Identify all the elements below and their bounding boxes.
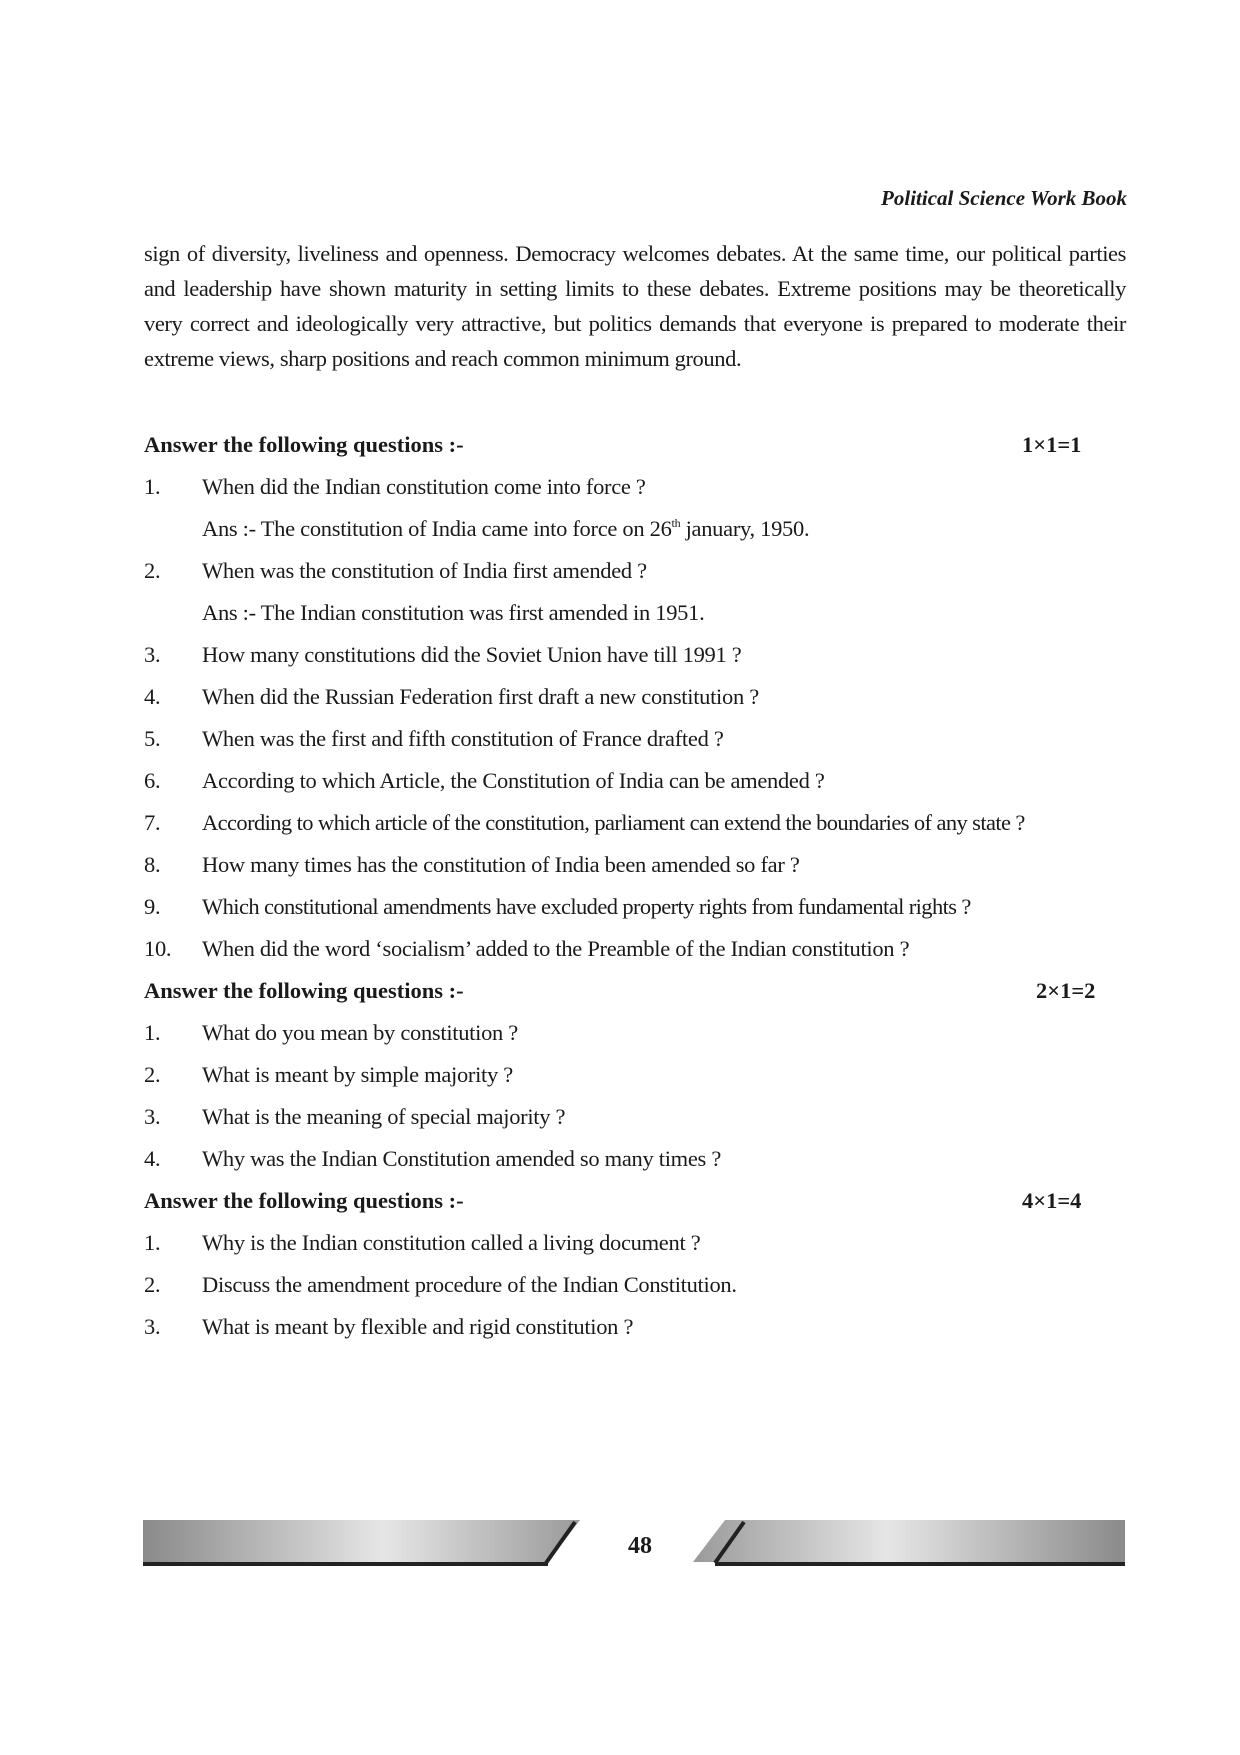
question-number: 3. — [144, 1104, 161, 1129]
question-item — [144, 1062, 1134, 1092]
question-number: 1. — [144, 1020, 161, 1045]
question-text: What is meant by flexible and rigid constitution ? — [202, 1314, 634, 1339]
section-marks: 4×1=4 — [1022, 1188, 1082, 1213]
question-number: 6. — [144, 768, 161, 793]
question-text: How many constitutions did the Soviet Union have till 1991 ? — [202, 642, 742, 667]
running-head: Political Science Work Book — [881, 186, 1127, 210]
section-heading-text: Answer the following questions :- — [144, 432, 464, 457]
question-number: 2. — [144, 1272, 161, 1297]
question-item — [144, 1272, 1134, 1302]
question-item — [144, 936, 1134, 966]
section-heading — [144, 1188, 1126, 1218]
question-text: When did the Indian constitution come into force ? — [202, 474, 646, 499]
question-number: 10. — [144, 936, 172, 961]
page-number: 48 — [628, 1533, 652, 1559]
question-item — [144, 558, 1134, 588]
question-text: Why is the Indian constitution called a living document ? — [202, 1230, 701, 1255]
question-item — [144, 1230, 1134, 1260]
section-heading-text: Answer the following questions :- — [144, 1188, 464, 1213]
question-text: According to which article of the constitution, parliament can extend the boundaries of any state ? — [202, 810, 1025, 835]
answer-text — [202, 516, 809, 546]
question-number: 7. — [144, 810, 161, 835]
section-heading — [144, 432, 1126, 462]
footer-bar-right — [693, 1520, 1125, 1562]
question-item — [144, 474, 1134, 504]
footer-bar-left — [143, 1520, 580, 1562]
question-number: 2. — [144, 1062, 161, 1087]
question-text: What is the meaning of special majority ? — [202, 1104, 566, 1129]
question-item — [144, 894, 1134, 924]
question-item — [144, 1104, 1134, 1134]
section-marks: 2×1=2 — [1036, 978, 1096, 1003]
question-item — [144, 852, 1134, 882]
answer-text: Ans :- The Indian constitution was first amended in 1951. — [202, 600, 705, 625]
question-text: When did the word ‘socialism’ added to the Preamble of the Indian constitution ? — [202, 936, 910, 961]
question-text: How many times has the constitution of India been amended so far ? — [202, 852, 800, 877]
question-number: 3. — [144, 1314, 161, 1339]
question-text: Discuss the amendment procedure of the Indian Constitution. — [202, 1272, 737, 1297]
question-number: 9. — [144, 894, 161, 919]
question-item — [144, 810, 1134, 840]
section-heading-text: Answer the following questions :- — [144, 978, 464, 1003]
answer-text-pre: Ans :- The constitution of India came into force on 26 — [202, 516, 672, 541]
question-text: According to which Article, the Constitution of India can be amended ? — [202, 768, 825, 793]
question-item — [144, 684, 1134, 714]
intro-paragraph: sign of diversity, liveliness and openness. Democracy welcomes debates. At the same time, our political parties and leadership have shown maturity in setting limits to these debates. Extreme positions may be theoretically very correct and ideologically very attractive, but politics demands that everyone is prepared to moderate their extreme views, sharp positions and reach common minimum ground. — [144, 241, 1126, 371]
question-number: 8. — [144, 852, 161, 877]
section-marks: 1×1=1 — [1022, 432, 1082, 457]
question-number: 5. — [144, 726, 161, 751]
question-text: When was the constitution of India first amended ? — [202, 558, 647, 583]
question-item — [144, 1314, 1134, 1344]
question-item — [144, 1146, 1134, 1176]
question-text: Which constitutional amendments have excluded property rights from fundamental rights ? — [202, 894, 971, 919]
question-number: 2. — [144, 558, 161, 583]
question-number: 4. — [144, 1146, 161, 1171]
question-item — [144, 726, 1134, 756]
question-number: 3. — [144, 642, 161, 667]
question-item — [144, 642, 1134, 672]
question-text: What do you mean by constitution ? — [202, 1020, 518, 1045]
answer-superscript: th — [671, 516, 681, 530]
section-heading — [144, 978, 1126, 1008]
question-item — [144, 768, 1134, 798]
question-number: 1. — [144, 1230, 161, 1255]
answer-text-post: january, 1950. — [680, 516, 810, 541]
question-text: When was the first and fifth constitution of France drafted ? — [202, 726, 724, 751]
question-text: When did the Russian Federation first draft a new constitution ? — [202, 684, 759, 709]
question-item — [144, 1020, 1134, 1050]
question-number: 4. — [144, 684, 161, 709]
question-text: Why was the Indian Constitution amended so many times ? — [202, 1146, 722, 1171]
question-text: What is meant by simple majority ? — [202, 1062, 513, 1087]
question-number: 1. — [144, 474, 161, 499]
